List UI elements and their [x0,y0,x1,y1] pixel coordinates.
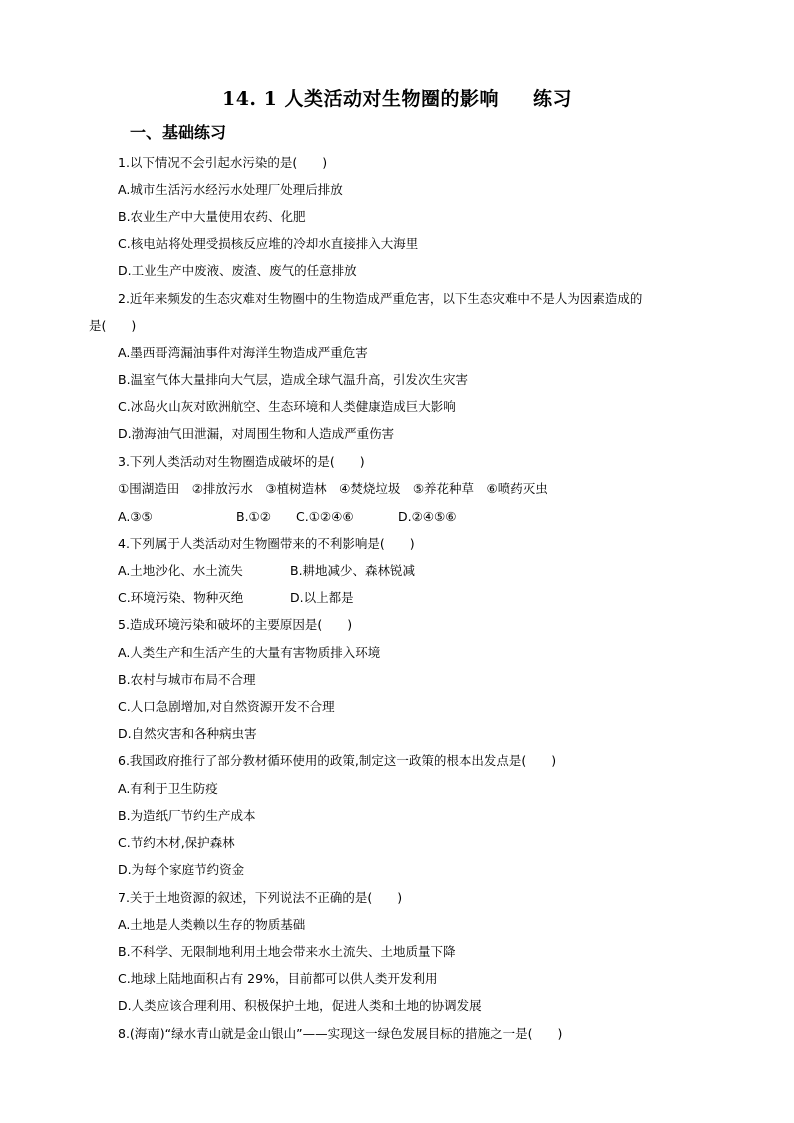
q3-option-d: D.②④⑤⑥ [398,509,457,524]
q5-option-d: D.自然灾害和各种病虫害 [118,726,257,741]
title-suffix: 练习 [533,88,573,110]
q3-option-c: C.①②④⑥ [296,509,354,524]
q1-option-b: B.农业生产中大量使用农药、化肥 [118,209,306,224]
q4-option-c: C.环境污染、物种灭绝 [118,590,244,605]
question-2-cont: 是( ) [89,318,137,333]
q3-option-b: B.①② [236,509,271,524]
q2-option-a: A.墨西哥湾漏油事件对海洋生物造成严重危害 [118,345,368,360]
q1-option-a: A.城市生活污水经污水处理厂处理后排放 [118,182,343,197]
q2-option-d: D.渤海油气田泄漏，对周围生物和人造成严重伤害 [118,426,395,441]
q3-option-a: A.③⑤ [118,509,153,524]
q4-options-row1 [118,563,415,579]
section-heading: 一、基础练习 [130,123,227,142]
title-main: 14. 1 人类活动对生物圈的影响 [221,88,499,110]
q7-option-b: B.不科学、无限制地利用土地会带来水土流失、土地质量下降 [118,944,456,959]
q7-option-d: D.人类应该合理利用、积极保护土地，促进人类和土地的协调发展 [118,998,482,1013]
question-3: 3.下列人类活动对生物圈造成破坏的是( ) [118,454,365,469]
question-5: 5.造成环境污染和破坏的主要原因是( ) [118,617,353,632]
q6-option-b: B.为造纸厂节约生产成本 [118,808,256,823]
question-2: 2.近年来频发的生态灾难对生物圈中的生物造成严重危害，以下生态灾难中不是人为因素造成的 [118,291,643,306]
question-8: 8.(海南)“绿水青山就是金山银山”——实现这一绿色发展目标的措施之一是( ) [118,1026,563,1041]
q4-option-d: D.以上都是 [290,590,354,605]
question-7: 7.关于土地资源的叙述，下列说法不正确的是( ) [118,890,403,905]
question-4: 4.下列属于人类活动对生物圈带来的不利影响是( ) [118,536,415,551]
q5-option-a: A.人类生产和生活产生的大量有害物质排入环境 [118,645,381,660]
q4-option-a: A.土地沙化、水土流失 [118,563,243,578]
page-title [0,84,794,111]
question-1: 1.以下情况不会引起水污染的是( ) [118,155,328,170]
q2-option-b: B.温室气体大量排向大气层，造成全球气温升高，引发次生灾害 [118,372,469,387]
q2-option-c: C.冰岛火山灰对欧洲航空、生态环境和人类健康造成巨大影响 [118,399,456,414]
q7-option-c: C.地球上陆地面积占有 29%，目前都可以供人类开发利用 [118,971,438,986]
q5-option-b: B.农村与城市布局不合理 [118,672,256,687]
q6-option-c: C.节约木材,保护森林 [118,835,235,850]
q1-option-c: C.核电站将处理受损核反应堆的冷却水直接排入大海里 [118,236,419,251]
q5-option-c: C.人口急剧增加,对自然资源开发不合理 [118,699,335,714]
q3-items: ①围湖造田 ②排放污水 ③植树造林 ④焚烧垃圾 ⑤养花种草 ⑥喷药灭虫 [118,481,548,496]
q4-option-b: B.耕地减少、森林锐减 [290,563,416,578]
q6-option-a: A.有利于卫生防疫 [118,781,218,796]
question-6: 6.我国政府推行了部分教材循环使用的政策,制定这一政策的根本出发点是( ) [118,753,557,768]
q1-option-d: D.工业生产中废液、废渣、废气的任意排放 [118,263,357,278]
q7-option-a: A.土地是人类赖以生存的物质基础 [118,917,306,932]
q6-option-d: D.为每个家庭节约资金 [118,862,245,877]
q4-options-row2 [118,590,354,606]
q3-options [118,509,456,525]
